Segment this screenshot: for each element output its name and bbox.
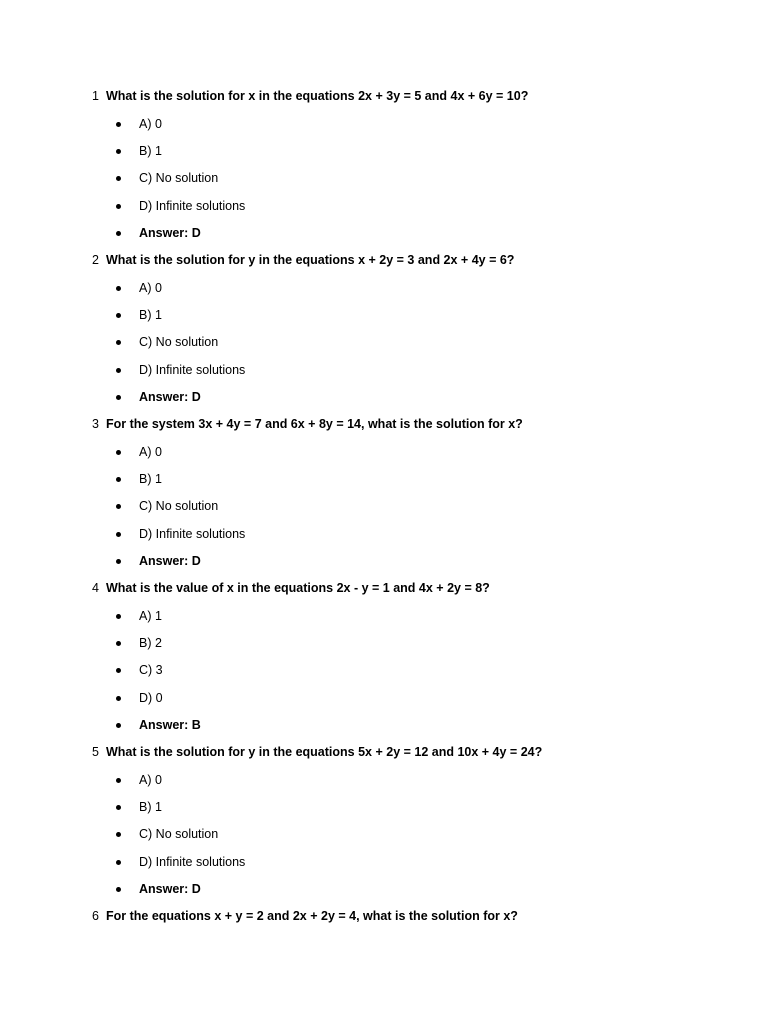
question-number: 5 [92, 745, 99, 759]
bullet-icon [116, 668, 121, 673]
question-6 [92, 908, 518, 924]
option-d: D) 0 [139, 690, 163, 705]
bullet-icon [116, 395, 121, 400]
bullet-icon [116, 286, 121, 291]
question-number: 3 [92, 417, 99, 431]
option-d: D) Infinite solutions [139, 526, 246, 541]
answer-line: Answer: D [139, 226, 201, 241]
option-d: D) Infinite solutions [139, 362, 246, 377]
option-b: B) 1 [139, 143, 162, 158]
question-text: What is the solution for y in the equations 5x + 2y = 12 and 10x + 4y = 24? [106, 745, 543, 759]
bullet-icon [116, 368, 121, 373]
bullet-icon [116, 122, 121, 127]
question-text: For the equations x + y = 2 and 2x + 2y = 4, what is the solution for x? [106, 909, 518, 923]
option-c: C) No solution [139, 827, 219, 842]
option-a: A) 0 [139, 116, 162, 131]
question-5 [92, 744, 542, 760]
bullet-icon [116, 723, 121, 728]
bullet-icon [116, 477, 121, 482]
bullet-icon [116, 614, 121, 619]
answer-line: Answer: D [139, 554, 201, 569]
option-a: A) 1 [139, 608, 162, 623]
question-text: What is the value of x in the equations 2x - y = 1 and 4x + 2y = 8? [106, 581, 490, 595]
bullet-icon [116, 204, 121, 209]
answer-line: Answer: B [139, 718, 201, 733]
option-d: D) Infinite solutions [139, 854, 246, 869]
bullet-icon [116, 559, 121, 564]
question-3 [92, 416, 523, 432]
option-c: C) 3 [139, 663, 163, 678]
option-c: C) No solution [139, 335, 219, 350]
bullet-icon [116, 832, 121, 837]
answer-line: Answer: D [139, 882, 201, 897]
option-d: D) Infinite solutions [139, 198, 246, 213]
bullet-icon [116, 641, 121, 646]
option-b: B) 1 [139, 471, 162, 486]
question-number: 2 [92, 253, 99, 267]
question-number: 1 [92, 89, 99, 103]
bullet-icon [116, 805, 121, 810]
option-c: C) No solution [139, 171, 219, 186]
bullet-icon [116, 696, 121, 701]
option-a: A) 0 [139, 280, 162, 295]
question-2 [92, 252, 514, 268]
bullet-icon [116, 231, 121, 236]
option-b: B) 2 [139, 635, 162, 650]
bullet-icon [116, 340, 121, 345]
option-b: B) 1 [139, 307, 162, 322]
bullet-icon [116, 532, 121, 537]
bullet-icon [116, 149, 121, 154]
option-a: A) 0 [139, 444, 162, 459]
bullet-icon [116, 176, 121, 181]
option-c: C) No solution [139, 499, 219, 514]
question-number: 6 [92, 909, 99, 923]
question-number: 4 [92, 581, 99, 595]
answer-line: Answer: D [139, 390, 201, 405]
option-b: B) 1 [139, 799, 162, 814]
question-1 [92, 88, 528, 104]
question-text: For the system 3x + 4y = 7 and 6x + 8y = 14, what is the solution for x? [106, 417, 523, 431]
bullet-icon [116, 313, 121, 318]
bullet-icon [116, 778, 121, 783]
question-text: What is the solution for x in the equations 2x + 3y = 5 and 4x + 6y = 10? [106, 89, 529, 103]
bullet-icon [116, 887, 121, 892]
bullet-icon [116, 450, 121, 455]
bullet-icon [116, 860, 121, 865]
question-text: What is the solution for y in the equations x + 2y = 3 and 2x + 4y = 6? [106, 253, 515, 267]
question-4 [92, 580, 490, 596]
option-a: A) 0 [139, 772, 162, 787]
bullet-icon [116, 504, 121, 509]
